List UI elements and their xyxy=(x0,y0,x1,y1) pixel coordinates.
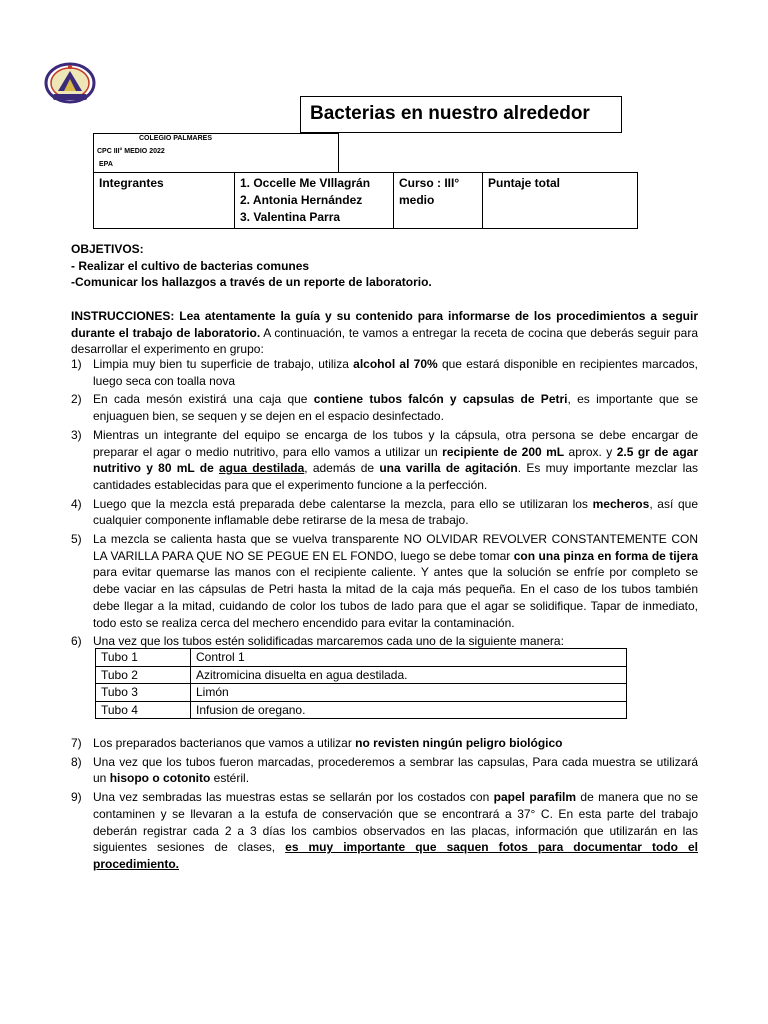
school-name: COLEGIO PALMARES xyxy=(139,135,212,142)
steps-list xyxy=(71,356,698,652)
title-box xyxy=(300,96,622,133)
tube-label: Tubo 4 xyxy=(96,701,191,719)
member-1: 1. Occelle Me VIllagrán xyxy=(240,176,371,190)
step-number: 9) xyxy=(71,790,82,805)
epa-label: EPA xyxy=(99,161,113,168)
step-text: Una vez que los tubos fueron marcadas, procederemos a sembrar las capsulas, Para cada muestra se utilizará un xyxy=(93,754,698,786)
step-text: La mezcla se calienta hasta que se vuelva transparente NO OLVIDAR REVOLVER CONSTANTEMENTE CON LA VARILLA PARA QUE NO SE PEGUE EN EL FONDO, luego se debe tomar xyxy=(93,532,698,563)
member-2: 2. Antonia Hernández xyxy=(240,193,363,207)
step-text: papel parafilm xyxy=(493,790,577,805)
step-number: 1) xyxy=(71,357,82,371)
step-number: 6) xyxy=(71,634,82,649)
step-text: Una vez que los tubos estén solidificadas marcaremos cada uno de la siguiente manera: xyxy=(93,634,564,649)
document-title: Bacterias en nuestro alrededor xyxy=(310,103,590,124)
step-number: 7) xyxy=(71,736,82,750)
step-text: que estará disponible en recipientes marcados, luego seca con toalla nova xyxy=(93,357,699,388)
step-text: En cada mesón existirá una caja que xyxy=(93,392,314,407)
step-text: aprox. y xyxy=(564,444,617,459)
steps-list-continued xyxy=(71,735,698,875)
school-crest-logo xyxy=(44,61,96,105)
tube-treatment: Infusion de oregano. xyxy=(191,701,627,719)
member-3: 3. Valentina Parra xyxy=(240,210,341,224)
instrucciones-rest: A continuación, te vamos a entregar la receta de cocina que deberás seguir para desarrollar el experimento en grupo: xyxy=(71,325,698,357)
tubes-table xyxy=(95,648,627,719)
step-text: recipiente de 200 mL xyxy=(442,444,565,459)
step-text: una varilla de agitación xyxy=(379,461,518,476)
school-header-box xyxy=(93,133,339,173)
step-text: no revisten ningún peligro biológico xyxy=(355,736,563,750)
tube-label: Tubo 2 xyxy=(96,666,191,684)
curso-label: Curso : III° xyxy=(399,176,460,190)
step-text: es muy importante que saquen fotos para documentar todo el procedimiento. xyxy=(93,840,698,871)
course-line: CPC III° MEDIO 2022 xyxy=(97,148,165,155)
step-text: mecheros xyxy=(592,496,650,511)
step-text: , además de xyxy=(304,461,380,476)
step-text: , así que cualquier componente inflamable debe retirarse de la mesa de trabajo. xyxy=(93,496,699,528)
instrucciones-lead: INSTRUCCIONES: Lea atentamente la guía y su contenido para informarse de los procedimientos a seguir durante el trabajo de laboratorio. xyxy=(71,309,698,340)
instrucciones-paragraph xyxy=(71,308,698,358)
step-text: . Es muy importante mezclar las cantidades establecidas para que el experimento funcione a la perfección. xyxy=(93,461,698,492)
step-text: para evitar quemarse las manos con el recipiente caliente. Y antes que la solución se enfríe por completo se debe vaciar en las cápsulas de Petri hasta la mitad de la caja más pequeña. En el caso de los tubos también debe llegar a la mitad, cuidando de color los tubos de lado para que el agar se solidifique. Tapar de inmediato, todo esto se realiza cerca del mechero encendido para evitar la contaminación. xyxy=(93,565,698,630)
step-item xyxy=(71,356,698,389)
table-row xyxy=(96,701,627,719)
table-row xyxy=(96,649,627,667)
tube-label: Tubo 1 xyxy=(96,649,191,667)
step-item xyxy=(71,427,698,494)
table-row xyxy=(96,684,627,702)
step-text: agua destilada xyxy=(218,461,305,476)
step-text: Luego que la mezcla está preparada debe calentarse la mezcla, para ello se utilizaran los xyxy=(93,496,593,511)
step-text: , es importante que se enjuaguen bien, se sequen y se dejen en el espacio desinfectado. xyxy=(93,392,699,424)
curso-cell xyxy=(394,173,483,229)
info-table xyxy=(93,172,638,229)
step-text: alcohol al 70% xyxy=(353,357,438,371)
objetivos-section xyxy=(71,241,432,291)
tube-treatment: Limón xyxy=(191,684,627,702)
step-text: Una vez sembradas las muestras estas se sellarán por los costados con xyxy=(93,790,494,805)
step-text: hisopo o cotonito xyxy=(109,771,211,786)
table-row xyxy=(96,666,627,684)
puntaje-label: Puntaje total xyxy=(483,173,638,229)
step-text: 2.5 gr de agar nutritivo y 80 mL de xyxy=(93,444,699,476)
step-text: Limpia muy bien tu superficie de trabajo, utiliza xyxy=(93,357,354,371)
step-text: estéril. xyxy=(210,771,250,786)
step-text: Mientras un integrante del equipo se encarga de los tubos y la cápsula, otra persona se debe encargar de preparar el agar o medio nutritivo, para ello vamos a utilizar un xyxy=(93,427,698,459)
step-number: 5) xyxy=(71,532,82,547)
step-number: 4) xyxy=(71,496,82,511)
step-item xyxy=(71,391,698,424)
step-number: 3) xyxy=(71,427,82,442)
tube-label: Tubo 3 xyxy=(96,684,191,702)
objetivo-item: -Comunicar los hallazgos a través de un reporte de laboratorio. xyxy=(71,275,432,290)
step-item xyxy=(71,531,698,631)
step-text: contiene tubos falcón y capsulas de Petri xyxy=(313,392,568,407)
step-text: con una pinza en forma de tijera xyxy=(513,548,698,563)
step-item xyxy=(71,496,698,529)
step-item xyxy=(71,735,698,752)
objetivos-heading: OBJETIVOS: xyxy=(71,242,144,256)
step-number: 2) xyxy=(71,392,82,407)
tube-treatment: Azitromicina disuelta en agua destilada. xyxy=(191,666,627,684)
objetivo-item: - Realizar el cultivo de bacterias comunes xyxy=(71,258,310,273)
step-text: Los preparados bacterianos que vamos a utilizar xyxy=(93,736,356,750)
tube-treatment: Control 1 xyxy=(191,649,627,667)
curso-value: medio xyxy=(399,193,435,207)
step-text: de manera que no se contaminen y se llevaran a la estufa de conservación que se encontrará a 37° C. En esta parte del trabajo deberán registrar cada 2 a 3 días los cambios observados en las placas, información que utilizarán en las siguientes sesiones de clases, xyxy=(93,790,699,855)
step-number: 8) xyxy=(71,754,82,769)
step-item xyxy=(71,754,698,787)
step-item xyxy=(71,789,698,873)
integrantes-label: Integrantes xyxy=(94,173,235,229)
members-cell xyxy=(235,173,394,229)
